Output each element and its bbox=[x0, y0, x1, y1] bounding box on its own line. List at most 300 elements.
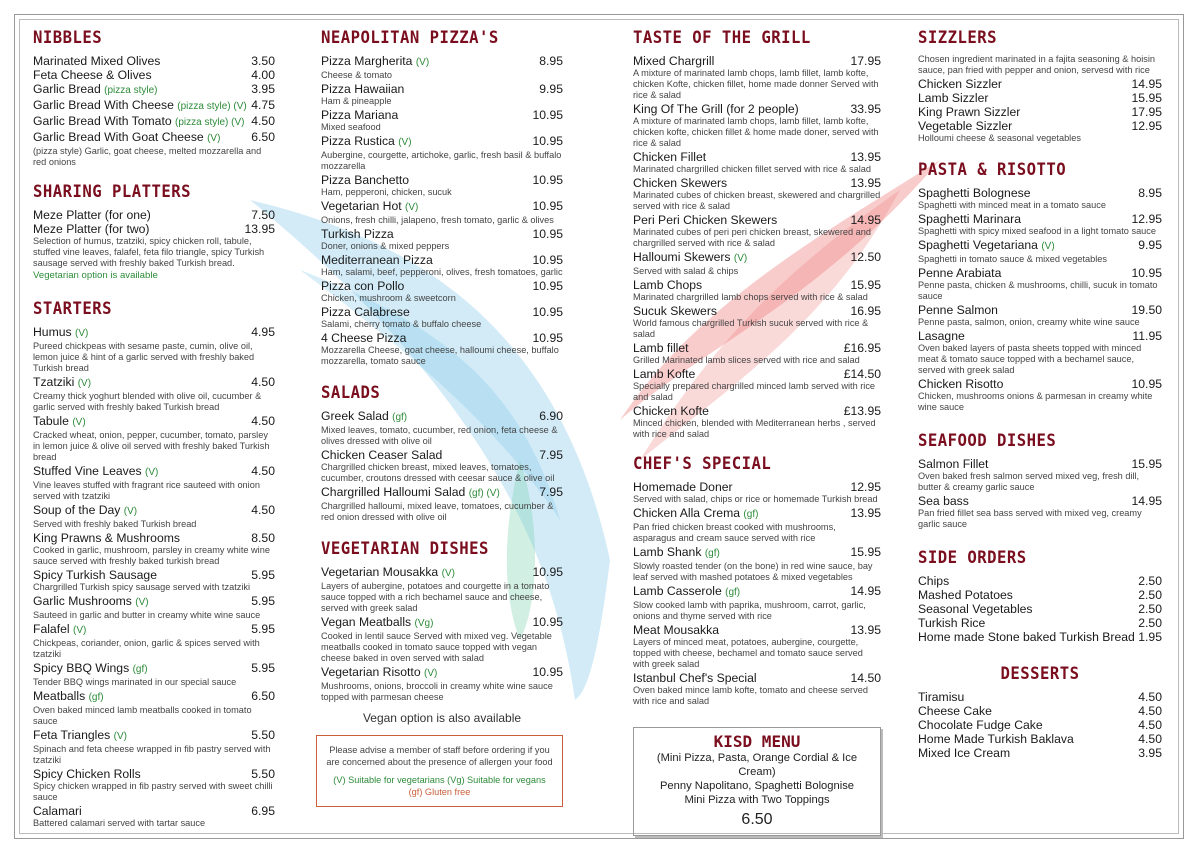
diet-tag: (gf) bbox=[132, 664, 148, 675]
item-name bbox=[33, 503, 137, 519]
item-name-text: Marinated Mixed Olives bbox=[33, 54, 161, 68]
menu-item bbox=[321, 227, 563, 252]
item-description: Penne pasta, salmon, onion, creamy white wine sauce bbox=[918, 317, 1140, 327]
allergy-text: Please advise a member of staff before ordering if you are concerned about the presence of allergen your food bbox=[326, 745, 553, 767]
item-description: Spinach and feta cheese wrapped in fib pastry served with tzatziki bbox=[33, 744, 271, 765]
item-price: 3.95 bbox=[1138, 746, 1162, 760]
item-name bbox=[633, 54, 714, 68]
item-name-text: Home made Stone baked Turkish Bread bbox=[918, 630, 1135, 644]
menu-item bbox=[33, 689, 275, 727]
item-price: 4.50 bbox=[251, 503, 275, 517]
kids-menu-price: 6.50 bbox=[741, 811, 773, 828]
menu-item bbox=[918, 704, 1162, 718]
column-4 bbox=[918, 28, 1162, 770]
section-side-orders bbox=[918, 548, 1162, 644]
diet-tag: (V) bbox=[77, 378, 92, 389]
item-price: 5.50 bbox=[251, 728, 275, 742]
item-name bbox=[918, 119, 1012, 133]
diet-tag: (V) bbox=[733, 253, 748, 264]
menu-item bbox=[321, 331, 563, 367]
menu-item bbox=[33, 503, 275, 530]
diet-tag: (gf) bbox=[725, 587, 741, 598]
item-name bbox=[321, 409, 407, 425]
kids-menu-title: KISD MENU bbox=[713, 732, 801, 751]
item-name bbox=[321, 665, 437, 681]
sizzlers-intro: Chosen ingredient marinated in a fajita seasoning & hoisin sauce, pan fried with pepper and onion, servesd with rice bbox=[918, 54, 1155, 75]
item-description: Mushrooms, onions, broccoli in creamy white wine sauce topped with parmesan cheese bbox=[321, 681, 553, 702]
menu-item bbox=[321, 134, 563, 172]
item-name-text: Vegan Meatballs bbox=[321, 615, 412, 629]
item-name bbox=[321, 305, 410, 319]
column-3 bbox=[633, 28, 881, 836]
item-name-text: Lamb Sizzler bbox=[918, 91, 989, 105]
item-name bbox=[633, 102, 799, 116]
item-price: 4.50 bbox=[1138, 690, 1162, 704]
item-price: 12.95 bbox=[1131, 212, 1162, 226]
item-description: Chicken, mushroom & sweetcorn bbox=[321, 293, 456, 303]
item-description: Pureed chickpeas with sesame paste, cumin, olive oil, lemon juice & hint of a garlic served with freshly baked Turkish bread bbox=[33, 341, 255, 373]
diet-legend bbox=[323, 774, 556, 798]
item-name bbox=[918, 588, 1013, 602]
item-price: 3.95 bbox=[251, 82, 275, 96]
item-name bbox=[321, 448, 442, 462]
item-price: 13.95 bbox=[850, 150, 881, 164]
item-price: 13.95 bbox=[850, 176, 881, 190]
item-name bbox=[918, 574, 949, 588]
item-name-text: Lamb fillet bbox=[633, 341, 689, 355]
item-name-text: Sucuk Skewers bbox=[633, 304, 717, 318]
item-name-text: Penne Salmon bbox=[918, 303, 998, 317]
item-description: Chicken, mushrooms onions & parmesan in creamy white wine sauce bbox=[918, 391, 1153, 412]
item-name-text: Tabule bbox=[33, 414, 69, 428]
menu-item bbox=[633, 102, 881, 149]
menu-item bbox=[633, 671, 881, 707]
item-description: Served with salad & chips bbox=[633, 266, 739, 276]
item-name bbox=[321, 199, 418, 215]
item-name-text: Pizza Banchetto bbox=[321, 173, 410, 187]
item-name-text: Chicken Fillet bbox=[633, 150, 707, 164]
item-name bbox=[633, 584, 740, 600]
item-name-text: Vegetable Sizzler bbox=[918, 119, 1013, 133]
item-price: 10.95 bbox=[532, 665, 563, 679]
section-title: SIZZLERS bbox=[918, 28, 998, 48]
item-name-text: Pizza Margherita bbox=[321, 54, 413, 68]
menu-item bbox=[321, 485, 563, 523]
menu-item bbox=[633, 304, 881, 340]
menu-item bbox=[33, 98, 275, 114]
menu-item bbox=[918, 329, 1162, 376]
item-description: Holloumi cheese & seasonal vegetables bbox=[918, 133, 1081, 143]
item-name-text: Humus bbox=[33, 325, 72, 339]
menu-item bbox=[321, 615, 563, 664]
item-price: 14.50 bbox=[850, 671, 881, 685]
menu-item bbox=[918, 602, 1162, 616]
item-name-text: Homemade Doner bbox=[633, 480, 733, 494]
item-price: 13.95 bbox=[850, 623, 881, 637]
item-name-text: Pizza con Pollo bbox=[321, 279, 405, 293]
item-name bbox=[33, 82, 157, 98]
item-name-text: Spaghetti Bolognese bbox=[918, 186, 1031, 200]
item-name-text: Spicy Chicken Rolls bbox=[33, 767, 141, 781]
item-price: 15.95 bbox=[850, 278, 881, 292]
item-price: 5.50 bbox=[251, 767, 275, 781]
menu-item bbox=[633, 584, 881, 622]
menu-item bbox=[33, 531, 275, 567]
item-name bbox=[918, 732, 1074, 746]
kids-menu-line: Mini Pizza with Two Toppings bbox=[684, 794, 830, 806]
vegan-option-note: Vegan option is also available bbox=[362, 711, 522, 725]
item-name-text: Chicken Skewers bbox=[633, 176, 728, 190]
diet-tag: (V) bbox=[415, 57, 430, 68]
diet-tag: (pizza style) (V) bbox=[177, 101, 247, 112]
item-description: Cooked in garlic, mushroom, parsley in creamy white wine sauce served with freshly baked turkish bread bbox=[33, 545, 270, 566]
item-name bbox=[321, 54, 429, 70]
item-description: Pan fried fillet sea bass served with mixed veg, creamy garlic sauce bbox=[918, 508, 1142, 529]
item-description: Chickpeas, coriander, onion, garlic & spices served with tzatziki bbox=[33, 638, 260, 659]
item-name-text: Lamb Casserole bbox=[633, 584, 722, 598]
item-name-text: Pizza Mariana bbox=[321, 108, 399, 122]
diet-tag: (gf) (V) bbox=[468, 488, 500, 499]
item-name-text: Salmon Fillet bbox=[918, 457, 989, 471]
item-name bbox=[321, 331, 406, 345]
item-name-text: Spaghetti Vegetariana bbox=[918, 238, 1038, 252]
item-name bbox=[918, 457, 988, 471]
item-name-text: Lasagne bbox=[918, 329, 965, 343]
item-price: 10.95 bbox=[1131, 266, 1162, 280]
item-description: Minced chicken, blended with Mediterranean herbs , served with rice and salad bbox=[633, 418, 876, 439]
menu-item bbox=[321, 665, 563, 703]
item-name bbox=[321, 108, 398, 122]
diet-tag: (gf) bbox=[88, 692, 104, 703]
item-name bbox=[918, 690, 964, 704]
item-description: Marinated cubes of peri peri chicken breast, skewered and chargrilled served with rice & salad bbox=[633, 227, 871, 248]
item-name-text: Vegetarian Mousakka bbox=[321, 565, 439, 579]
menu-item bbox=[918, 186, 1162, 211]
item-price: 4.50 bbox=[251, 464, 275, 478]
item-price: 6.50 bbox=[251, 130, 275, 144]
item-name-text: Mixed Chargrill bbox=[633, 54, 715, 68]
item-name bbox=[33, 325, 88, 341]
item-name bbox=[918, 630, 1135, 644]
item-name bbox=[918, 377, 1003, 391]
menu-item bbox=[633, 150, 881, 175]
item-name-text: Pizza Hawaiian bbox=[321, 82, 405, 96]
item-price: 13.95 bbox=[244, 222, 275, 236]
item-description: Marinated cubes of chicken breast, skewered and chargrilled served with rice & salad bbox=[633, 190, 881, 211]
item-name-text: Chargrilled Halloumi Salad bbox=[321, 485, 466, 499]
column-1 bbox=[33, 28, 275, 839]
item-name bbox=[33, 661, 148, 677]
diet-tag: (V) bbox=[75, 328, 89, 339]
item-price: 9.95 bbox=[1138, 238, 1162, 252]
item-name bbox=[918, 303, 998, 317]
item-price: 11.95 bbox=[1132, 329, 1162, 343]
section-title: STARTERS bbox=[33, 299, 113, 319]
item-name-text: Feta Triangles bbox=[33, 728, 111, 742]
item-price: 6.50 bbox=[251, 689, 275, 703]
item-name-text: King Prawns & Mushrooms bbox=[33, 531, 180, 545]
menu-item bbox=[918, 494, 1162, 530]
menu-item bbox=[321, 54, 563, 81]
item-description: Oven baked layers of pasta sheets topped with minced meat & tomato sauce topped with a bechamel sauce, served with greek salad bbox=[918, 343, 1142, 375]
section-title: SALADS bbox=[321, 383, 381, 403]
item-name bbox=[33, 622, 86, 638]
menu-item bbox=[321, 305, 563, 330]
menu-item bbox=[918, 746, 1162, 760]
item-name-text: Mashed Potatoes bbox=[918, 588, 1013, 602]
item-price: 2.50 bbox=[1138, 602, 1162, 616]
item-name bbox=[33, 130, 220, 146]
menu-item bbox=[33, 114, 275, 130]
item-description: Oven baked minced lamb meatballs cooked in tomato sauce bbox=[33, 705, 252, 726]
menu-item bbox=[918, 630, 1162, 644]
section-title: CHEF'S SPECIAL bbox=[633, 454, 772, 474]
item-name bbox=[918, 212, 1021, 226]
menu-item bbox=[33, 568, 275, 593]
item-description: Pan fried chicken breast cooked with mushrooms, asparagus and cream sauce served with rice bbox=[633, 522, 836, 543]
menu-item bbox=[633, 278, 881, 303]
item-description: Vine leaves stuffed with fragrant rice sauteed with onion served with tzatziki bbox=[33, 480, 260, 501]
item-description: Tender BBQ wings marinated in our special sauce bbox=[33, 677, 237, 687]
item-name-text: King Prawn Sizzler bbox=[918, 105, 1021, 119]
item-price: 10.95 bbox=[532, 227, 563, 241]
diet-tag: (V) bbox=[424, 668, 438, 679]
menu-item bbox=[918, 732, 1162, 746]
menu-item bbox=[633, 250, 881, 277]
item-price: 14.95 bbox=[1131, 77, 1162, 91]
item-price: 9.95 bbox=[539, 82, 563, 96]
item-name-text: Peri Peri Chicken Skewers bbox=[633, 213, 778, 227]
item-name bbox=[918, 91, 988, 105]
item-description: Marinated chargrilled chicken fillet served with rice & salad bbox=[633, 164, 871, 174]
item-price: 15.95 bbox=[850, 545, 881, 559]
item-name bbox=[633, 671, 757, 685]
diet-tag: (V) bbox=[1041, 241, 1055, 252]
menu-item bbox=[321, 253, 563, 278]
diet-tag: (V) bbox=[72, 625, 87, 636]
item-price: 6.90 bbox=[539, 409, 563, 423]
item-price: 4.50 bbox=[251, 114, 275, 128]
item-price: 8.95 bbox=[539, 54, 563, 68]
diet-tag: (V) bbox=[398, 137, 412, 148]
item-name bbox=[918, 602, 1033, 616]
item-name-text: Garlic Bread bbox=[33, 82, 101, 96]
item-price: 10.95 bbox=[532, 108, 563, 122]
item-name-text: Lamb Shank bbox=[633, 545, 702, 559]
menu-item bbox=[918, 616, 1162, 630]
item-name-text: Turkish Rice bbox=[918, 616, 986, 630]
item-description: Spaghetti with spicy mixed seafood in a light tomato sauce bbox=[918, 226, 1156, 236]
item-description: Ham, salami, beef, pepperoni, olives, fresh tomatoes, garlic bbox=[321, 267, 563, 277]
item-price: 14.95 bbox=[850, 213, 881, 227]
menu-item bbox=[918, 690, 1162, 704]
item-price: 10.95 bbox=[532, 615, 563, 629]
diet-tag: (Vg) bbox=[414, 618, 434, 629]
item-name bbox=[321, 485, 500, 501]
item-price: 2.50 bbox=[1138, 588, 1162, 602]
item-price: 4.75 bbox=[251, 98, 275, 112]
menu-item bbox=[633, 213, 881, 249]
menu-item bbox=[633, 545, 881, 583]
section-title: NIBBLES bbox=[33, 28, 103, 48]
item-name bbox=[321, 615, 433, 631]
menu-item bbox=[633, 623, 881, 670]
section-sizzlers bbox=[918, 28, 1162, 144]
item-name bbox=[918, 704, 992, 718]
item-price: 12.50 bbox=[850, 250, 881, 264]
item-price: 15.95 bbox=[1131, 91, 1162, 105]
menu-item bbox=[918, 212, 1162, 237]
item-price: 12.95 bbox=[1131, 119, 1162, 133]
item-description: Cooked in lentil sauce Served with mixed veg. Vegetable meatballs cooked in tomato sauce topped with vegan cheese baked in oven served with salad bbox=[321, 631, 552, 663]
item-name-text: Tiramisu bbox=[918, 690, 965, 704]
item-name-text: Vegetarian Hot bbox=[321, 199, 402, 213]
kids-menu-line: (Mini Pizza, Pasta, Orange Cordial & Ice Cream) bbox=[656, 752, 858, 778]
item-name-text: Lamb Kofte bbox=[633, 367, 696, 381]
item-name bbox=[918, 494, 969, 508]
item-name-text: Stuffed Vine Leaves bbox=[33, 464, 142, 478]
item-description: Spaghetti with minced meat in a tomato sauce bbox=[918, 200, 1106, 210]
menu-item bbox=[33, 767, 275, 803]
item-description: Ham, pepperoni, chicken, sucuk bbox=[321, 187, 452, 197]
column-2 bbox=[321, 28, 563, 807]
item-description: Cracked wheat, onion, pepper, cucumber, tomato, parsley in lemon juice & olive oil served with freshly baked Turkish bread bbox=[33, 430, 270, 462]
item-description: A mixture of marinated lamb chops, lamb fillet, lamb kofte, chicken Kofte, chicken fillet, home made donner Served with rice & salad bbox=[633, 68, 879, 100]
item-name bbox=[33, 531, 180, 545]
item-price: 10.95 bbox=[532, 134, 563, 148]
item-name bbox=[33, 594, 149, 610]
item-price: 4.50 bbox=[1138, 732, 1162, 746]
item-description: Cheese & tomato bbox=[321, 70, 392, 80]
item-price: 2.50 bbox=[1138, 616, 1162, 630]
diet-tag: (V) bbox=[145, 467, 159, 478]
section-title: PASTA & RISOTTO bbox=[918, 160, 1067, 180]
item-name-text: Meze Platter (for two) bbox=[33, 222, 150, 236]
menu-item bbox=[918, 457, 1162, 493]
menu-item bbox=[33, 68, 275, 82]
section-pizzas bbox=[321, 28, 563, 367]
item-name-text: Mixed Ice Cream bbox=[918, 746, 1011, 760]
item-description: Ham & pineapple bbox=[321, 96, 392, 106]
diet-tag: (pizza style) bbox=[104, 85, 158, 96]
item-price: 4.50 bbox=[1138, 704, 1162, 718]
diet-tag: (V) bbox=[441, 568, 455, 579]
item-name-text: Penne Arabiata bbox=[918, 266, 1002, 280]
section-title: TASTE OF THE GRILL bbox=[633, 28, 811, 48]
section-desserts bbox=[918, 664, 1162, 760]
item-name bbox=[33, 98, 247, 114]
item-name-text: Vegetarian Risotto bbox=[321, 665, 421, 679]
menu-item bbox=[918, 238, 1162, 265]
item-price: 4.50 bbox=[251, 375, 275, 389]
kids-menu-line: Penny Napolitano, Spaghetti Bolognise bbox=[659, 780, 855, 792]
item-description: Doner, onions & mixed peppers bbox=[321, 241, 450, 251]
item-name bbox=[633, 341, 689, 355]
menu-item bbox=[633, 54, 881, 101]
item-description: Oven baked mince lamb kofte, tomato and cheese served with rice and salad bbox=[633, 685, 868, 706]
menu-item bbox=[33, 622, 275, 660]
item-price: 8.50 bbox=[251, 531, 275, 545]
diet-tag: (V) bbox=[123, 506, 138, 517]
item-name-text: Meatballs bbox=[33, 689, 86, 703]
item-name-text: Chocolate Fudge Cake bbox=[918, 718, 1043, 732]
item-name-text: Home Made Turkish Baklava bbox=[918, 732, 1074, 746]
menu-item bbox=[33, 375, 275, 413]
menu-item bbox=[918, 266, 1162, 302]
item-price: 10.95 bbox=[532, 173, 563, 187]
item-price: 10.95 bbox=[1131, 377, 1162, 391]
item-description: Mozzarella Cheese, goat cheese, halloumi cheese, buffalo mozzarella, tomato sauce bbox=[321, 345, 559, 366]
menu-item bbox=[633, 341, 881, 366]
menu-item bbox=[918, 377, 1162, 413]
item-name bbox=[918, 718, 1043, 732]
item-name bbox=[321, 565, 455, 581]
diet-tag: (V) bbox=[207, 133, 221, 144]
item-description: Aubergine, courgette, artichoke, garlic, fresh basil & buffalo mozzarella bbox=[321, 150, 562, 171]
menu-item bbox=[33, 54, 275, 68]
item-name bbox=[633, 480, 733, 494]
item-description: Creamy thick yoghurt blended with olive oil, cucumber & garlic served with freshly baked Turkish bread bbox=[33, 391, 262, 412]
item-name-text: Cheese Cake bbox=[918, 704, 992, 718]
item-price: 10.95 bbox=[532, 253, 563, 267]
item-description: Grilled Marinated lamb slices served with rice and salad bbox=[633, 355, 860, 365]
item-name-text: Garlic Bread With Goat Cheese bbox=[33, 130, 204, 144]
item-name bbox=[633, 213, 777, 227]
item-price: 5.95 bbox=[251, 568, 275, 582]
legend-vegetarian-vegan: (V) Suitable for vegetarians (Vg) Suitable for vegans bbox=[333, 775, 546, 785]
section-chefs-special bbox=[633, 454, 881, 707]
item-name bbox=[321, 253, 433, 267]
menu-item bbox=[33, 728, 275, 766]
item-name-text: Chicken Risotto bbox=[918, 377, 1004, 391]
item-name-text: Meze Platter (for one) bbox=[33, 208, 151, 222]
item-price: 8.95 bbox=[1138, 186, 1162, 200]
item-name-text: Chips bbox=[918, 574, 950, 588]
item-price: 3.50 bbox=[251, 54, 275, 68]
item-name bbox=[918, 238, 1055, 254]
diet-tag: (V) bbox=[72, 417, 86, 428]
item-name bbox=[918, 266, 1001, 280]
item-price: 4.00 bbox=[251, 68, 275, 82]
item-price: 14.95 bbox=[1131, 494, 1162, 508]
item-name bbox=[918, 616, 985, 630]
section-title: SEAFOOD DISHES bbox=[918, 431, 1057, 451]
kids-menu-box bbox=[633, 727, 881, 836]
vegetarian-option-note: Vegetarian option is available bbox=[33, 270, 158, 281]
item-name bbox=[633, 176, 727, 190]
item-price: 6.95 bbox=[251, 804, 275, 818]
item-name-text: Sea bass bbox=[918, 494, 969, 508]
item-price: 5.95 bbox=[251, 661, 275, 675]
item-name-text: Turkish Pizza bbox=[321, 227, 394, 241]
item-description: Slowly roasted tender (on the bone) in red wine sauce, bay leaf served with mashed potatoes & mixed vegetables bbox=[633, 561, 873, 582]
item-name bbox=[321, 82, 404, 96]
section-starters bbox=[33, 299, 275, 829]
item-name-text: Garlic Bread With Tomato bbox=[33, 114, 172, 128]
item-name bbox=[33, 689, 104, 705]
item-name bbox=[33, 414, 86, 430]
item-name bbox=[633, 304, 717, 318]
item-name bbox=[33, 114, 244, 130]
item-name-text: Greek Salad bbox=[321, 409, 389, 423]
item-name bbox=[33, 464, 158, 480]
section-salads bbox=[321, 383, 563, 523]
section-title: SIDE ORDERS bbox=[918, 548, 1027, 568]
menu-item bbox=[918, 574, 1162, 588]
item-price: 7.50 bbox=[251, 208, 275, 222]
diet-tag: (gf) bbox=[392, 412, 408, 423]
item-name-text: Feta Cheese & Olives bbox=[33, 68, 152, 82]
